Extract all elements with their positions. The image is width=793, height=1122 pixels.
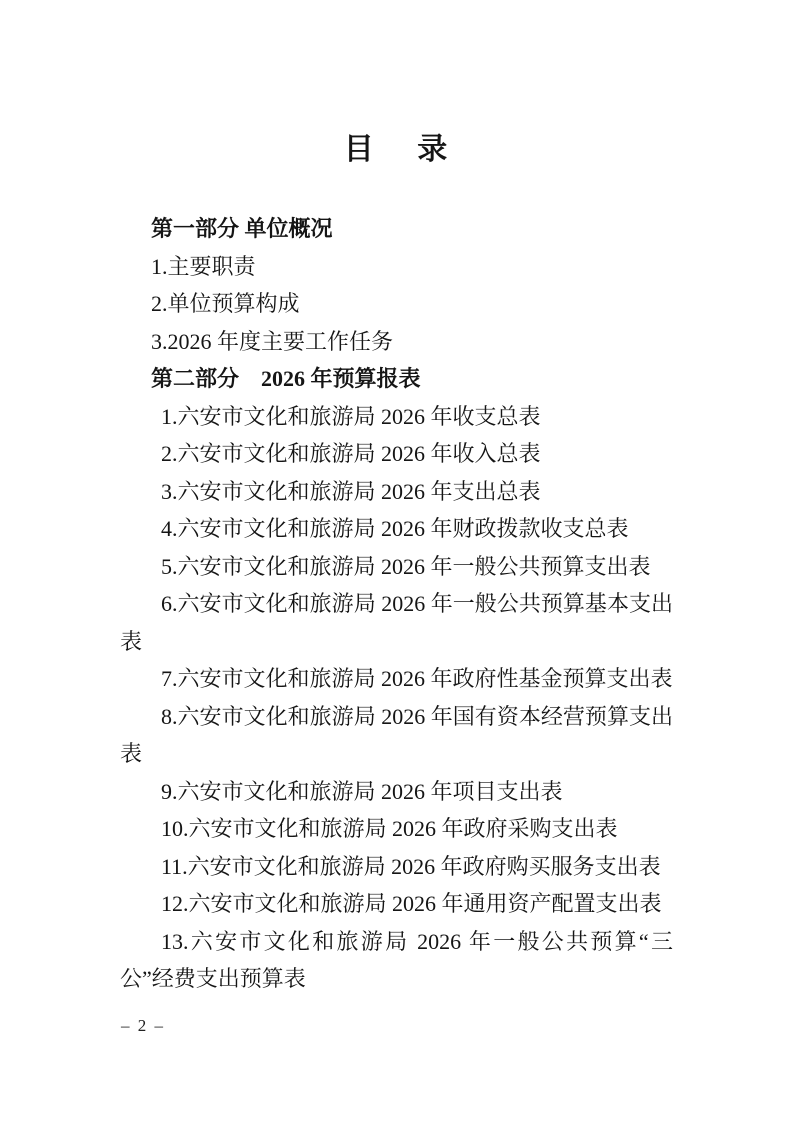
toc-item: 8.六安市文化和旅游局 2026 年国有资本经营预算支出表 [120, 703, 673, 766]
toc-item: 6.六安市文化和旅游局 2026 年一般公共预算基本支出表 [120, 591, 673, 654]
toc-item: 7.六安市文化和旅游局 2026 年政府性基金预算支出表 [161, 666, 673, 691]
toc-item: 2.单位预算构成 [151, 291, 300, 316]
toc-item: 1.主要职责 [151, 253, 256, 279]
page-number: – 2 – [121, 1016, 165, 1035]
toc-item: 5.六安市文化和旅游局 2026 年一般公共预算支出表 [161, 553, 651, 579]
toc-item: 1.六安市文化和旅游局 2026 年收支总表 [161, 403, 541, 429]
toc-item: 10.六安市文化和旅游局 2026 年政府采购支出表 [161, 816, 618, 841]
toc-item: 3.六安市文化和旅游局 2026 年支出总表 [161, 478, 541, 504]
table-of-contents [120, 210, 673, 998]
page-title: 目 录 [343, 133, 450, 166]
toc-item: 3.2026 年度主要工作任务 [151, 328, 394, 354]
toc-item: 11.六安市文化和旅游局 2026 年政府购买服务支出表 [161, 853, 661, 879]
toc-item: 4.六安市文化和旅游局 2026 年财政拨款收支总表 [161, 516, 629, 541]
toc-item: 13.六安市文化和旅游局 2026 年一般公共预算“三公”经费支出预算表 [120, 928, 673, 991]
section-1-heading: 第一部分 单位概况 [151, 216, 333, 241]
toc-item: 2.六安市文化和旅游局 2026 年收入总表 [161, 441, 541, 466]
toc-item: 12.六安市文化和旅游局 2026 年通用资产配置支出表 [161, 891, 662, 916]
toc-item: 9.六安市文化和旅游局 2026 年项目支出表 [161, 778, 563, 804]
section-2-heading: 第二部分 2026 年预算报表 [151, 366, 421, 391]
